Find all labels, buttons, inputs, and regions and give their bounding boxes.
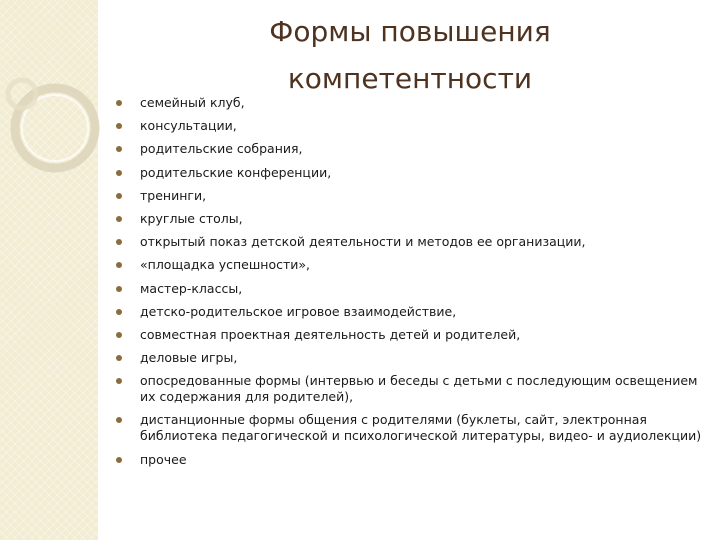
- title-line-1: Формы повышения: [269, 15, 551, 48]
- bullet-icon: [116, 355, 122, 361]
- page-title: [220, 8, 600, 102]
- list-item-text: прочее: [140, 451, 187, 467]
- bullet-icon: [116, 378, 122, 384]
- list-item-text: семейный клуб,: [140, 95, 245, 110]
- list-item: [114, 211, 704, 227]
- bullet-icon: [116, 332, 122, 338]
- list-item: [114, 165, 704, 181]
- list-item: [114, 373, 704, 405]
- bullet-icon: [116, 457, 122, 463]
- list-item: [114, 234, 704, 250]
- list-item: [114, 257, 704, 273]
- forms-list: [114, 95, 704, 475]
- list-item: [114, 327, 704, 343]
- bullet-icon: [116, 417, 122, 423]
- bullet-icon: [116, 216, 122, 222]
- list-item-text: деловые игры,: [140, 350, 238, 366]
- list-item: [114, 118, 704, 134]
- bullet-icon: [116, 286, 122, 292]
- list-item: [114, 350, 704, 366]
- bullet-icon: [116, 170, 122, 176]
- bullet-icon: [116, 262, 122, 268]
- list-item-text: тренинги,: [140, 187, 207, 203]
- bullet-icon: [116, 123, 122, 129]
- list-item-text: детско-родительское игровое взаимодействие,: [140, 303, 457, 319]
- list-item: [114, 304, 704, 320]
- list-item-text: дистанционные формы общения с родителями (буклеты, сайт, электронная библиотека педагогической и психологической литературы, видео- и аудиолекции): [140, 412, 702, 444]
- list-item: [114, 95, 704, 111]
- title-line-2: компетентности: [287, 62, 533, 95]
- list-item-text: консультации,: [140, 118, 237, 134]
- list-item-text: родительские конференции,: [140, 164, 332, 180]
- list-item: [114, 188, 704, 204]
- list-item-text: родительские собрания,: [140, 141, 303, 157]
- bullet-icon: [116, 146, 122, 152]
- list-item-text: круглые столы,: [140, 210, 243, 226]
- bullet-icon: [116, 193, 122, 199]
- list-item-text: «площадка успешности»,: [140, 257, 311, 273]
- list-item: [114, 141, 704, 157]
- list-item: [114, 452, 704, 468]
- list-item-text: опосредованные формы (интервью и беседы с детьми с последующим освещением их содержания для родителей),: [140, 373, 698, 405]
- bullet-icon: [116, 309, 122, 315]
- list-item-text: совместная проектная деятельность детей и родителей,: [140, 326, 521, 342]
- bullet-icon: [116, 239, 122, 245]
- list-item: [114, 412, 704, 444]
- list-item-text: мастер-классы,: [140, 280, 243, 296]
- bullet-icon: [116, 100, 122, 106]
- list-item-text: открытый показ детской деятельности и методов ее организации,: [140, 234, 586, 250]
- list-item: [114, 281, 704, 297]
